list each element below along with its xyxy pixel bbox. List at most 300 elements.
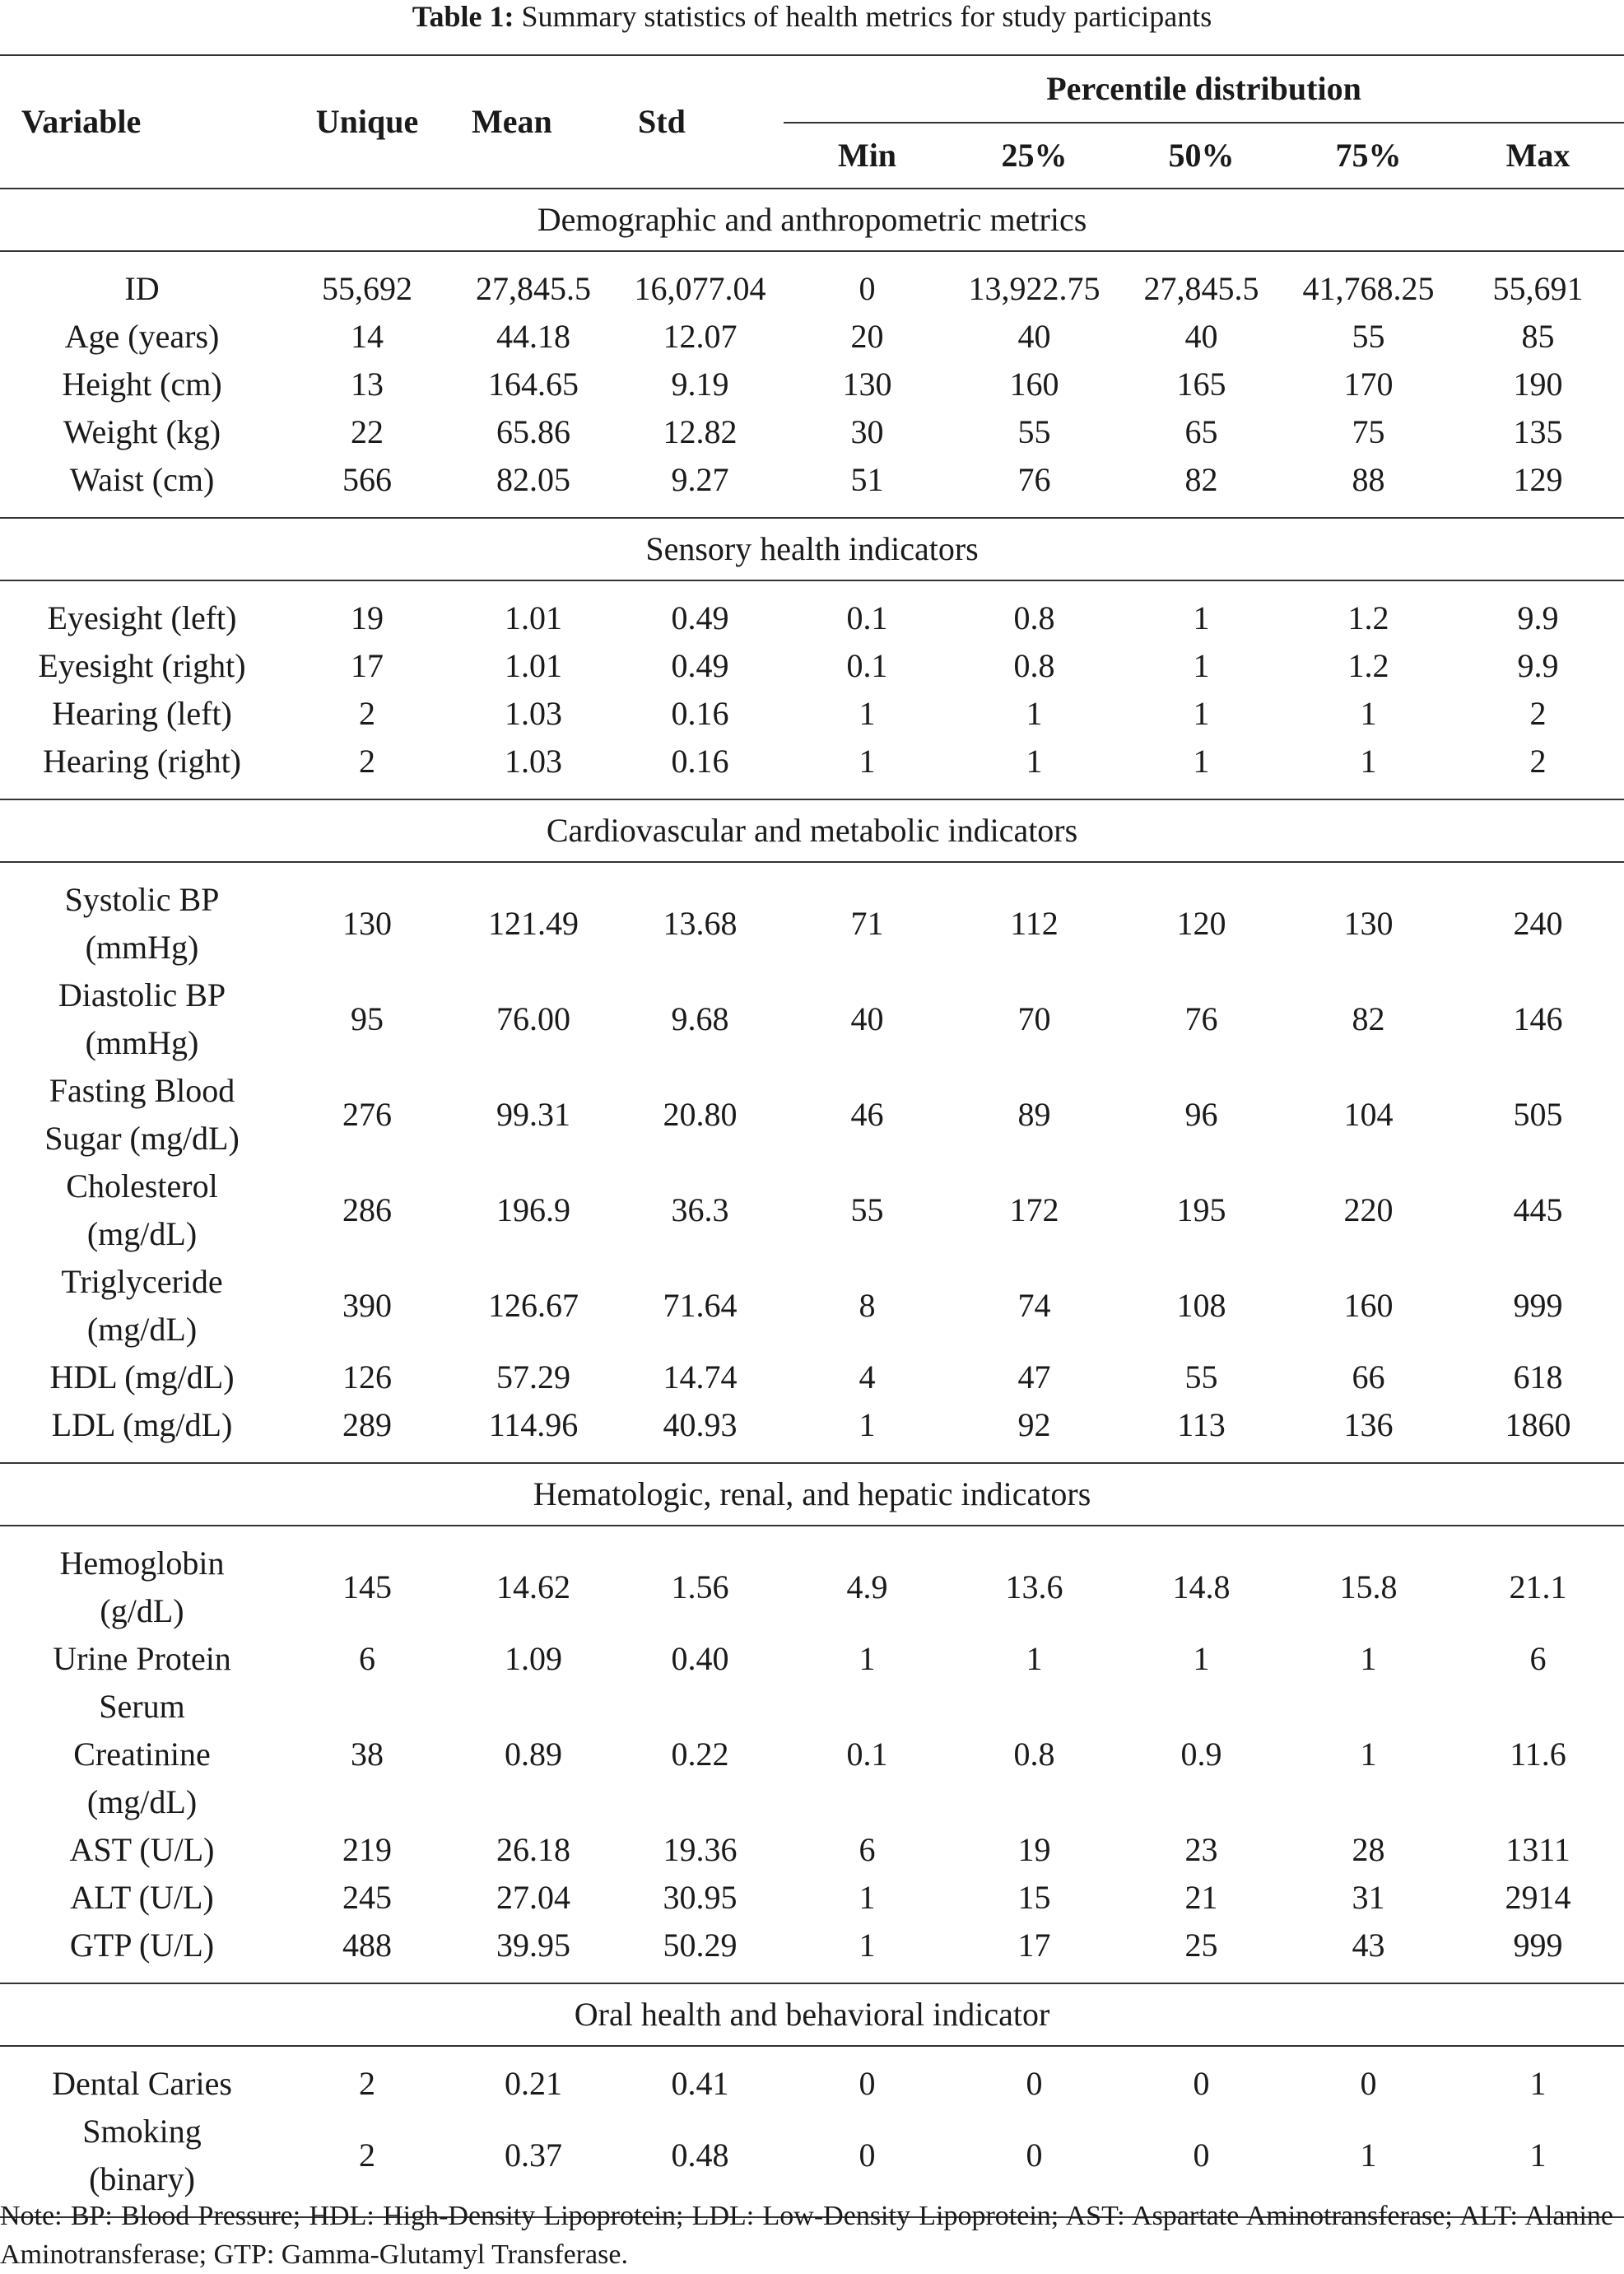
table-row bbox=[0, 456, 1624, 504]
mean-cell: 0.37 bbox=[505, 2137, 562, 2174]
p25-cell: 0 bbox=[1026, 2137, 1043, 2174]
p25-cell: 19 bbox=[1017, 1831, 1051, 1868]
p50-cell: 27,845.5 bbox=[1143, 270, 1259, 307]
variable-name-line: Weight (kg) bbox=[63, 413, 221, 450]
section-title: Cardiovascular and metabolic indicators bbox=[0, 799, 1624, 862]
variable-name-line: Creatinine bbox=[73, 1736, 211, 1773]
min-cell: 4 bbox=[859, 1358, 876, 1396]
p50-cell: 25 bbox=[1184, 1927, 1218, 1964]
p25-cell: 0.8 bbox=[1013, 1736, 1055, 1773]
max-cell: 1 bbox=[1529, 2137, 1547, 2174]
section-title: Demographic and anthropometric metrics bbox=[0, 189, 1624, 251]
p75-cell: 28 bbox=[1352, 1831, 1385, 1868]
caption-label: Table 1: bbox=[412, 0, 514, 33]
unique-cell: 2 bbox=[359, 2065, 375, 2102]
p50-cell: 65 bbox=[1184, 413, 1218, 450]
header-percentile-distribution: Percentile distribution bbox=[784, 55, 1624, 123]
min-cell: 0.1 bbox=[846, 647, 888, 684]
min-cell: 0.1 bbox=[846, 1736, 888, 1773]
max-cell: 9.9 bbox=[1517, 599, 1559, 636]
table-row bbox=[0, 1635, 1624, 1683]
section-header-row bbox=[0, 1463, 1624, 1526]
variable-name-line: Cholesterol bbox=[66, 1167, 218, 1205]
unique-cell: 289 bbox=[342, 1406, 392, 1443]
variable-name-line: ALT (U/L) bbox=[70, 1879, 214, 1916]
p50-cell: 0 bbox=[1193, 2065, 1210, 2102]
variable-name-cell bbox=[0, 738, 284, 785]
p75-cell: 1 bbox=[1360, 2137, 1377, 2174]
p75-cell: 41,768.25 bbox=[1302, 270, 1435, 307]
variable-name-line: Serum bbox=[99, 1688, 185, 1725]
p50-cell: 165 bbox=[1176, 366, 1226, 403]
p50-cell: 1 bbox=[1193, 743, 1210, 780]
p75-cell: 82 bbox=[1352, 1000, 1385, 1037]
section-header-row bbox=[0, 799, 1624, 862]
max-cell: 445 bbox=[1513, 1191, 1563, 1228]
std-cell: 13.68 bbox=[663, 905, 738, 942]
table-row bbox=[0, 1258, 1624, 1354]
header-variable: Variable bbox=[0, 55, 284, 189]
variable-name-cell bbox=[0, 1067, 284, 1163]
table-row bbox=[0, 1540, 1624, 1635]
p25-cell: 0.8 bbox=[1013, 599, 1055, 636]
p75-cell: 55 bbox=[1352, 318, 1385, 355]
max-cell: 11.6 bbox=[1510, 1736, 1566, 1773]
min-cell: 0 bbox=[859, 2137, 876, 2174]
p25-cell: 74 bbox=[1017, 1287, 1051, 1324]
std-cell: 1.56 bbox=[671, 1568, 729, 1605]
p50-cell: 76 bbox=[1184, 1000, 1218, 1037]
section-header-row bbox=[0, 1983, 1624, 2046]
min-cell: 0.1 bbox=[846, 599, 888, 636]
variable-name-cell bbox=[0, 972, 284, 1067]
p25-cell: 47 bbox=[1017, 1358, 1051, 1396]
section-spacer bbox=[0, 1449, 1624, 1463]
variable-name-cell bbox=[0, 265, 284, 313]
min-cell: 0 bbox=[859, 2065, 876, 2102]
std-cell: 50.29 bbox=[663, 1927, 738, 1964]
section-header-row bbox=[0, 189, 1624, 251]
p50-cell: 1 bbox=[1193, 599, 1210, 636]
mean-cell: 1.09 bbox=[505, 1640, 562, 1677]
variable-name-line: LDL (mg/dL) bbox=[51, 1406, 233, 1443]
p50-cell: 1 bbox=[1193, 1640, 1210, 1677]
p75-cell: 1.2 bbox=[1347, 647, 1389, 684]
table-row bbox=[0, 1826, 1624, 1874]
max-cell: 146 bbox=[1513, 1000, 1563, 1037]
section-title: Oral health and behavioral indicator bbox=[0, 1983, 1624, 2046]
max-cell: 129 bbox=[1513, 461, 1563, 498]
variable-name-line: (mmHg) bbox=[85, 1024, 199, 1061]
variable-name-line: (mmHg) bbox=[85, 929, 199, 966]
p25-cell: 17 bbox=[1017, 1927, 1051, 1964]
variable-name-line: Diastolic BP bbox=[58, 976, 226, 1014]
max-cell: 1311 bbox=[1505, 1831, 1570, 1868]
std-cell: 16,077.04 bbox=[634, 270, 766, 307]
mean-cell: 99.31 bbox=[496, 1096, 570, 1133]
table-row bbox=[0, 2060, 1624, 2108]
min-cell: 1 bbox=[859, 743, 876, 780]
section-spacer bbox=[0, 862, 1624, 876]
mean-cell: 26.18 bbox=[496, 1831, 570, 1868]
variable-name-line: Sugar (mg/dL) bbox=[44, 1120, 240, 1157]
variable-name-cell bbox=[0, 1635, 284, 1683]
max-cell: 2 bbox=[1529, 695, 1547, 732]
std-cell: 0.40 bbox=[671, 1640, 729, 1677]
std-cell: 30.95 bbox=[663, 1879, 738, 1916]
max-cell: 2914 bbox=[1505, 1879, 1571, 1916]
variable-name-cell bbox=[0, 408, 284, 456]
p25-cell: 112 bbox=[1010, 905, 1059, 942]
table-row bbox=[0, 1354, 1624, 1401]
variable-name-cell bbox=[0, 876, 284, 972]
p25-cell: 55 bbox=[1017, 413, 1051, 450]
mean-cell: 14.62 bbox=[496, 1568, 570, 1605]
p50-cell: 23 bbox=[1184, 1831, 1218, 1868]
variable-name-cell bbox=[0, 1354, 284, 1401]
p25-cell: 13,922.75 bbox=[968, 270, 1101, 307]
header-p50: 50% bbox=[1168, 137, 1235, 174]
table-body bbox=[0, 189, 1624, 2217]
std-cell: 20.80 bbox=[663, 1096, 738, 1133]
min-cell: 51 bbox=[850, 461, 884, 498]
mean-cell: 1.03 bbox=[505, 743, 562, 780]
min-cell: 1 bbox=[859, 1406, 876, 1443]
variable-name-cell bbox=[0, 1163, 284, 1258]
mean-cell: 76.00 bbox=[496, 1000, 570, 1037]
p25-cell: 160 bbox=[1009, 366, 1059, 403]
unique-cell: 390 bbox=[342, 1287, 392, 1324]
max-cell: 9.9 bbox=[1517, 647, 1559, 684]
unique-cell: 488 bbox=[342, 1927, 392, 1964]
mean-cell: 1.01 bbox=[505, 647, 562, 684]
min-cell: 1 bbox=[859, 1879, 876, 1916]
table-row bbox=[0, 642, 1624, 690]
p75-cell: 88 bbox=[1352, 461, 1385, 498]
section-spacer bbox=[0, 1526, 1624, 1540]
max-cell: 6 bbox=[1529, 1640, 1547, 1677]
p75-cell: 0 bbox=[1360, 2065, 1377, 2102]
mean-cell: 114.96 bbox=[488, 1406, 579, 1443]
header-p25: 25% bbox=[1001, 137, 1068, 174]
header-max: Max bbox=[1505, 137, 1570, 174]
p50-cell: 14.8 bbox=[1172, 1568, 1231, 1605]
p25-cell: 0.8 bbox=[1013, 647, 1055, 684]
table-row bbox=[0, 876, 1624, 972]
mean-cell: 27.04 bbox=[496, 1879, 570, 1916]
section-header-row bbox=[0, 518, 1624, 580]
table-row bbox=[0, 1163, 1624, 1258]
variable-name-cell bbox=[0, 456, 284, 504]
unique-cell: 219 bbox=[342, 1831, 392, 1868]
variable-name-line: (mg/dL) bbox=[86, 1311, 198, 1348]
variable-name-line: GTP (U/L) bbox=[69, 1927, 215, 1964]
std-cell: 9.68 bbox=[671, 1000, 729, 1037]
variable-name-cell bbox=[0, 2108, 284, 2203]
unique-cell: 13 bbox=[351, 366, 384, 403]
max-cell: 190 bbox=[1513, 366, 1563, 403]
variable-name-line: Dental Caries bbox=[52, 2065, 232, 2102]
table-row bbox=[0, 408, 1624, 456]
mean-cell: 1.01 bbox=[505, 599, 562, 636]
p25-cell: 89 bbox=[1017, 1096, 1051, 1133]
p50-cell: 96 bbox=[1184, 1096, 1218, 1133]
p25-cell: 0 bbox=[1026, 2065, 1043, 2102]
max-cell: 240 bbox=[1513, 905, 1563, 942]
table-row bbox=[0, 313, 1624, 361]
max-cell: 85 bbox=[1521, 318, 1555, 355]
p25-cell: 1 bbox=[1026, 1640, 1043, 1677]
p50-cell: 40 bbox=[1184, 318, 1218, 355]
p50-cell: 1 bbox=[1193, 647, 1210, 684]
min-cell: 1 bbox=[859, 1927, 876, 1964]
p75-cell: 1 bbox=[1360, 1736, 1377, 1773]
p75-cell: 75 bbox=[1352, 413, 1385, 450]
variable-name-cell bbox=[0, 1683, 284, 1826]
variable-name-line: Systolic BP bbox=[64, 881, 220, 918]
std-cell: 71.64 bbox=[663, 1287, 738, 1324]
variable-name-line: (mg/dL) bbox=[86, 1783, 198, 1820]
p25-cell: 40 bbox=[1017, 318, 1051, 355]
p50-cell: 120 bbox=[1176, 905, 1226, 942]
max-cell: 55,691 bbox=[1492, 270, 1584, 307]
mean-cell: 121.49 bbox=[488, 905, 579, 942]
std-cell: 0.49 bbox=[671, 647, 729, 684]
std-cell: 0.16 bbox=[671, 743, 729, 780]
section-spacer bbox=[0, 504, 1624, 518]
max-cell: 21.1 bbox=[1509, 1568, 1567, 1605]
table-row bbox=[0, 2108, 1624, 2203]
variable-name-cell bbox=[0, 642, 284, 690]
table-header bbox=[0, 55, 1624, 189]
p75-cell: 220 bbox=[1343, 1191, 1394, 1228]
p50-cell: 108 bbox=[1176, 1287, 1226, 1324]
min-cell: 1 bbox=[859, 695, 876, 732]
header-p75: 75% bbox=[1335, 137, 1402, 174]
unique-cell: 130 bbox=[342, 905, 392, 942]
p50-cell: 82 bbox=[1184, 461, 1218, 498]
unique-cell: 19 bbox=[351, 599, 384, 636]
p50-cell: 21 bbox=[1184, 1879, 1218, 1916]
std-cell: 0.49 bbox=[671, 599, 729, 636]
table-row bbox=[0, 690, 1624, 738]
section-spacer bbox=[0, 1969, 1624, 1983]
unique-cell: 286 bbox=[342, 1191, 392, 1228]
table-caption bbox=[0, 0, 1624, 33]
std-cell: 0.16 bbox=[671, 695, 729, 732]
variable-name-line: Urine Protein bbox=[53, 1640, 231, 1677]
p75-cell: 15.8 bbox=[1339, 1568, 1398, 1605]
variable-name-cell bbox=[0, 2060, 284, 2108]
mean-cell: 164.65 bbox=[488, 366, 579, 403]
table-note: Note: BP: Blood Pressure; HDL: High-Density Lipoprotein; LDL: Low-Density Lipoprotein; AST: Aspartate Aminotransferase; ALT: Alanine Aminotransferase; GTP: Gamma-Glutamyl Transferase. bbox=[0, 2201, 1613, 2270]
variable-name-line: Eyesight (left) bbox=[47, 599, 237, 636]
header-std: Std bbox=[617, 55, 784, 189]
section-spacer bbox=[0, 251, 1624, 265]
table-row bbox=[0, 1401, 1624, 1449]
max-cell: 999 bbox=[1513, 1287, 1563, 1324]
variable-name-cell bbox=[0, 1874, 284, 1922]
min-cell: 20 bbox=[850, 318, 884, 355]
table-row bbox=[0, 1067, 1624, 1163]
std-cell: 0.48 bbox=[671, 2137, 729, 2174]
p75-cell: 1 bbox=[1360, 695, 1377, 732]
unique-cell: 14 bbox=[351, 318, 384, 355]
variable-name-line: Fasting Blood bbox=[49, 1072, 235, 1109]
variable-name-line: Triglyceride bbox=[61, 1263, 223, 1300]
max-cell: 135 bbox=[1513, 413, 1563, 450]
variable-name-line: (binary) bbox=[89, 2160, 195, 2197]
variable-name-cell bbox=[0, 1258, 284, 1354]
max-cell: 618 bbox=[1513, 1358, 1563, 1396]
table-row bbox=[0, 361, 1624, 408]
max-cell: 1860 bbox=[1505, 1406, 1571, 1443]
min-cell: 40 bbox=[850, 1000, 884, 1037]
unique-cell: 6 bbox=[359, 1640, 375, 1677]
p25-cell: 1 bbox=[1026, 743, 1043, 780]
variable-name-line: ID bbox=[124, 270, 160, 307]
p50-cell: 55 bbox=[1184, 1358, 1218, 1396]
p75-cell: 160 bbox=[1343, 1287, 1394, 1324]
unique-cell: 145 bbox=[342, 1568, 392, 1605]
p75-cell: 130 bbox=[1343, 905, 1394, 942]
section-spacer bbox=[0, 580, 1624, 594]
std-cell: 40.93 bbox=[663, 1406, 738, 1443]
mean-cell: 0.89 bbox=[505, 1736, 562, 1773]
variable-name-cell bbox=[0, 313, 284, 361]
variable-name-cell bbox=[0, 1401, 284, 1449]
section-title: Hematologic, renal, and hepatic indicators bbox=[0, 1463, 1624, 1526]
mean-cell: 27,845.5 bbox=[476, 270, 591, 307]
variable-name-cell bbox=[0, 1826, 284, 1874]
table-row bbox=[0, 972, 1624, 1067]
caption-text: Summary statistics of health metrics for study participants bbox=[521, 0, 1212, 33]
std-cell: 19.36 bbox=[663, 1831, 738, 1868]
unique-cell: 566 bbox=[342, 461, 392, 498]
section-title: Sensory health indicators bbox=[0, 518, 1624, 580]
variable-name-line: Height (cm) bbox=[62, 366, 222, 403]
table-row bbox=[0, 265, 1624, 313]
header-mean: Mean bbox=[450, 55, 617, 189]
mean-cell: 39.95 bbox=[496, 1927, 570, 1964]
max-cell: 2 bbox=[1529, 743, 1547, 780]
min-cell: 30 bbox=[850, 413, 884, 450]
variable-name-line: Hearing (right) bbox=[42, 743, 241, 780]
p75-cell: 136 bbox=[1343, 1406, 1394, 1443]
p25-cell: 13.6 bbox=[1005, 1568, 1063, 1605]
unique-cell: 55,692 bbox=[322, 270, 412, 307]
std-cell: 0.22 bbox=[671, 1736, 729, 1773]
table-row bbox=[0, 1874, 1624, 1922]
unique-cell: 2 bbox=[359, 2137, 375, 2174]
min-cell: 6 bbox=[859, 1831, 876, 1868]
p75-cell: 43 bbox=[1352, 1927, 1385, 1964]
p50-cell: 195 bbox=[1176, 1191, 1226, 1228]
min-cell: 71 bbox=[850, 905, 884, 942]
unique-cell: 95 bbox=[351, 1000, 384, 1037]
mean-cell: 44.18 bbox=[496, 318, 570, 355]
p75-cell: 31 bbox=[1352, 1879, 1385, 1916]
std-cell: 0.41 bbox=[671, 2065, 729, 2102]
table-row bbox=[0, 1683, 1624, 1826]
std-cell: 9.19 bbox=[671, 366, 729, 403]
variable-name-cell bbox=[0, 690, 284, 738]
min-cell: 46 bbox=[850, 1096, 884, 1133]
p75-cell: 1 bbox=[1360, 1640, 1377, 1677]
p75-cell: 1.2 bbox=[1347, 599, 1389, 636]
table-row bbox=[0, 1922, 1624, 1969]
min-cell: 130 bbox=[842, 366, 892, 403]
std-cell: 9.27 bbox=[671, 461, 729, 498]
unique-cell: 276 bbox=[342, 1096, 392, 1133]
variable-name-line: Hearing (left) bbox=[52, 695, 232, 732]
variable-name-line: Age (years) bbox=[64, 318, 220, 355]
p25-cell: 15 bbox=[1017, 1879, 1051, 1916]
p25-cell: 172 bbox=[1009, 1191, 1059, 1228]
max-cell: 505 bbox=[1513, 1096, 1563, 1133]
p50-cell: 113 bbox=[1177, 1406, 1226, 1443]
summary-statistics-table bbox=[0, 54, 1624, 2218]
mean-cell: 126.67 bbox=[488, 1287, 579, 1324]
p25-cell: 76 bbox=[1017, 461, 1051, 498]
table-row bbox=[0, 738, 1624, 785]
p25-cell: 92 bbox=[1017, 1406, 1051, 1443]
variable-name-cell bbox=[0, 1922, 284, 1969]
std-cell: 36.3 bbox=[671, 1191, 729, 1228]
variable-name-line: Waist (cm) bbox=[69, 461, 215, 498]
mean-cell: 196.9 bbox=[496, 1191, 570, 1228]
unique-cell: 2 bbox=[359, 743, 375, 780]
variable-name-line: Smoking bbox=[82, 2113, 202, 2150]
unique-cell: 17 bbox=[351, 647, 384, 684]
mean-cell: 65.86 bbox=[496, 413, 570, 450]
variable-name-cell bbox=[0, 361, 284, 408]
header-min: Min bbox=[837, 137, 897, 174]
section-spacer bbox=[0, 2046, 1624, 2060]
section-spacer bbox=[0, 785, 1624, 799]
min-cell: 4.9 bbox=[846, 1568, 888, 1605]
variable-name-line: Eyesight (right) bbox=[38, 647, 246, 684]
p75-cell: 104 bbox=[1343, 1096, 1394, 1133]
p75-cell: 170 bbox=[1343, 366, 1394, 403]
unique-cell: 2 bbox=[359, 695, 375, 732]
header-unique: Unique bbox=[284, 55, 450, 189]
unique-cell: 126 bbox=[342, 1358, 392, 1396]
p75-cell: 66 bbox=[1352, 1358, 1385, 1396]
std-cell: 12.07 bbox=[663, 318, 738, 355]
unique-cell: 22 bbox=[351, 413, 384, 450]
unique-cell: 245 bbox=[342, 1879, 392, 1916]
p25-cell: 1 bbox=[1026, 695, 1043, 732]
variable-name-line: (mg/dL) bbox=[86, 1215, 198, 1252]
mean-cell: 57.29 bbox=[496, 1358, 570, 1396]
p50-cell: 0.9 bbox=[1180, 1736, 1222, 1773]
max-cell: 1 bbox=[1529, 2065, 1547, 2102]
p25-cell: 70 bbox=[1017, 1000, 1051, 1037]
min-cell: 8 bbox=[859, 1287, 876, 1324]
min-cell: 55 bbox=[850, 1191, 884, 1228]
p75-cell: 1 bbox=[1360, 743, 1377, 780]
std-cell: 12.82 bbox=[663, 413, 738, 450]
variable-name-line: Hemoglobin bbox=[59, 1545, 225, 1582]
max-cell: 999 bbox=[1513, 1927, 1563, 1964]
variable-name-line: HDL (mg/dL) bbox=[49, 1358, 235, 1396]
p50-cell: 0 bbox=[1193, 2137, 1210, 2174]
variable-name-line: (g/dL) bbox=[100, 1592, 184, 1629]
mean-cell: 0.21 bbox=[505, 2065, 562, 2102]
mean-cell: 82.05 bbox=[496, 461, 570, 498]
variable-name-line: AST (U/L) bbox=[69, 1831, 215, 1868]
